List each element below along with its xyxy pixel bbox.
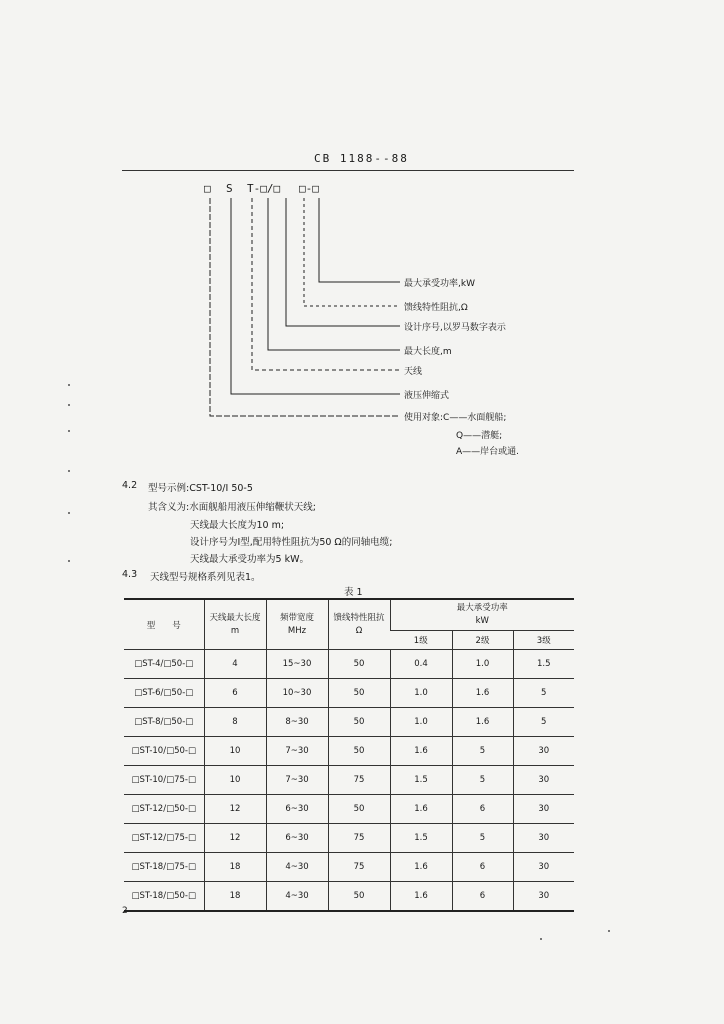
table-row [124, 708, 574, 737]
table-row [124, 650, 574, 679]
cell-frequency: 7~30 [266, 737, 328, 766]
scan-speck [608, 930, 610, 932]
section-4-2-line: 天线最大长度为10 m; [190, 520, 285, 531]
header-power-label: 最大承受功率 [456, 603, 508, 613]
cell-power-3: 30 [513, 737, 574, 766]
header-impedance-label: 馈线特性阻抗 [333, 612, 385, 623]
cell-impedance: 50 [328, 795, 390, 824]
label-design-number: 设计序号,以罗马数字表示 [404, 323, 506, 333]
label-impedance: 馈线特性阻抗,Ω [404, 303, 468, 313]
label-antenna: 天线 [404, 367, 423, 377]
cell-model: □ST-18/□75-□ [124, 853, 204, 882]
cell-power-3: 30 [513, 766, 574, 795]
cell-impedance: 50 [328, 737, 390, 766]
cell-power-1: 1.0 [390, 679, 452, 708]
leader-design-no [286, 198, 400, 326]
code-letter-s: S [226, 182, 233, 195]
cell-length: 18 [204, 853, 266, 882]
cell-model: □ST-12/□50-□ [124, 795, 204, 824]
header-frequency-label: 频带宽度 [279, 612, 314, 623]
header-length [204, 599, 266, 650]
cell-power-1: 1.6 [390, 882, 452, 912]
header-power-level-1: 1级 [390, 631, 452, 650]
table-row [124, 853, 574, 882]
section-4-2-line: 天线最大承受功率为5 kW。 [190, 554, 309, 565]
cell-length: 8 [204, 708, 266, 737]
header-model: 型 号 [124, 599, 204, 650]
cell-model: □ST-10/□50-□ [124, 737, 204, 766]
leader-usage [210, 198, 400, 416]
label-usage-submarine: Q——潜艇; [456, 431, 503, 441]
cell-model: □ST-12/□75-□ [124, 824, 204, 853]
cell-frequency: 10~30 [266, 679, 328, 708]
cell-impedance: 75 [328, 853, 390, 882]
cell-length: 10 [204, 766, 266, 795]
cell-model: □ST-10/□75-□ [124, 766, 204, 795]
header-impedance-unit: Ω [355, 625, 363, 636]
label-usage: 使用对象:C——水面舰船; [404, 413, 507, 423]
cell-power-2: 6 [452, 882, 513, 912]
leader-impedance [304, 198, 400, 306]
code-pattern-diagram [0, 0, 724, 460]
table-row [124, 679, 574, 708]
cell-impedance: 75 [328, 824, 390, 853]
cell-frequency: 4~30 [266, 882, 328, 912]
cell-power-3: 5 [513, 708, 574, 737]
label-hydraulic: 液压伸缩式 [404, 391, 450, 401]
cell-power-2: 1.6 [452, 708, 513, 737]
table-row [124, 737, 574, 766]
cell-length: 4 [204, 650, 266, 679]
cell-frequency: 7~30 [266, 766, 328, 795]
table-row [124, 824, 574, 853]
cell-power-1: 1.5 [390, 824, 452, 853]
cell-power-2: 6 [452, 795, 513, 824]
header-frequency [266, 599, 328, 650]
cell-impedance: 50 [328, 708, 390, 737]
cell-model: □ST-18/□50-□ [124, 882, 204, 912]
section-4-3-number: 4.3 [122, 569, 138, 580]
cell-power-2: 5 [452, 824, 513, 853]
section-4-3-text: 天线型号规格系列见表1。 [150, 572, 261, 583]
section-4-2-line: 其含义为:水面舰船用液压伸缩鞭状天线; [148, 502, 316, 513]
table-caption: 表 1 [344, 587, 363, 598]
header-power-level-2: 2级 [452, 631, 513, 650]
scan-speck [540, 938, 542, 940]
section-4-2-title: 型号示例:CST-10/Ⅰ 50-5 [148, 483, 253, 494]
cell-power-2: 1.0 [452, 650, 513, 679]
cell-frequency: 15~30 [266, 650, 328, 679]
header-power-unit: kW [475, 616, 489, 626]
cell-frequency: 4~30 [266, 853, 328, 882]
label-usage-shore: A——岸台或通. [456, 447, 520, 457]
table-row [124, 882, 574, 912]
cell-impedance: 75 [328, 766, 390, 795]
cell-power-2: 6 [452, 853, 513, 882]
section-4-2-number: 4.2 [122, 480, 138, 491]
header-length-label: 天线最大长度 [209, 612, 261, 623]
cell-power-1: 1.6 [390, 795, 452, 824]
header-power-level-3: 3级 [513, 631, 574, 650]
standard-number: CB 1188--88 [314, 152, 409, 165]
header-length-unit: m [230, 625, 240, 636]
cell-length: 10 [204, 737, 266, 766]
cell-power-3: 30 [513, 882, 574, 912]
cell-power-3: 30 [513, 853, 574, 882]
cell-power-1: 0.4 [390, 650, 452, 679]
leader-antenna [252, 198, 400, 370]
cell-impedance: 50 [328, 882, 390, 912]
scan-speck [68, 512, 70, 514]
header-impedance [328, 599, 390, 650]
section-4-2-line: 设计序号为Ⅰ型,配用特性阻抗为50 Ω的同轴电缆; [190, 537, 393, 548]
leader-length [268, 198, 400, 350]
cell-power-3: 30 [513, 824, 574, 853]
code-box-usage: □ [204, 182, 211, 195]
cell-power-3: 30 [513, 795, 574, 824]
table-row [124, 795, 574, 824]
cell-impedance: 50 [328, 679, 390, 708]
cell-power-1: 1.6 [390, 737, 452, 766]
leader-power [319, 198, 400, 282]
cell-length: 18 [204, 882, 266, 912]
table-row [124, 766, 574, 795]
cell-power-2: 5 [452, 737, 513, 766]
header-power [390, 599, 574, 631]
antenna-spec-table [124, 598, 574, 912]
code-box-power: □-□ [299, 182, 319, 195]
cell-power-1: 1.0 [390, 708, 452, 737]
cell-power-3: 1.5 [513, 650, 574, 679]
cell-length: 12 [204, 824, 266, 853]
scan-speck [68, 430, 70, 432]
cell-frequency: 8~30 [266, 708, 328, 737]
header-frequency-unit: MHz [287, 625, 307, 636]
scan-speck [68, 404, 70, 406]
label-max-power: 最大承受功率,kW [404, 279, 475, 289]
cell-model: □ST-6/□50-□ [124, 679, 204, 708]
cell-frequency: 6~30 [266, 795, 328, 824]
cell-model: □ST-8/□50-□ [124, 708, 204, 737]
cell-power-1: 1.5 [390, 766, 452, 795]
scan-speck [68, 470, 70, 472]
cell-frequency: 6~30 [266, 824, 328, 853]
cell-power-2: 1.6 [452, 679, 513, 708]
label-max-length: 最大长度,m [404, 347, 452, 357]
cell-impedance: 50 [328, 650, 390, 679]
cell-model: □ST-4/□50-□ [124, 650, 204, 679]
cell-power-1: 1.6 [390, 853, 452, 882]
scan-speck [68, 384, 70, 386]
cell-length: 6 [204, 679, 266, 708]
leader-hydraulic [231, 198, 400, 394]
code-box-type: T-□/□ [247, 182, 281, 195]
cell-power-3: 5 [513, 679, 574, 708]
cell-power-2: 5 [452, 766, 513, 795]
page-number: 2 [122, 906, 128, 916]
scan-speck [68, 560, 70, 562]
cell-length: 12 [204, 795, 266, 824]
